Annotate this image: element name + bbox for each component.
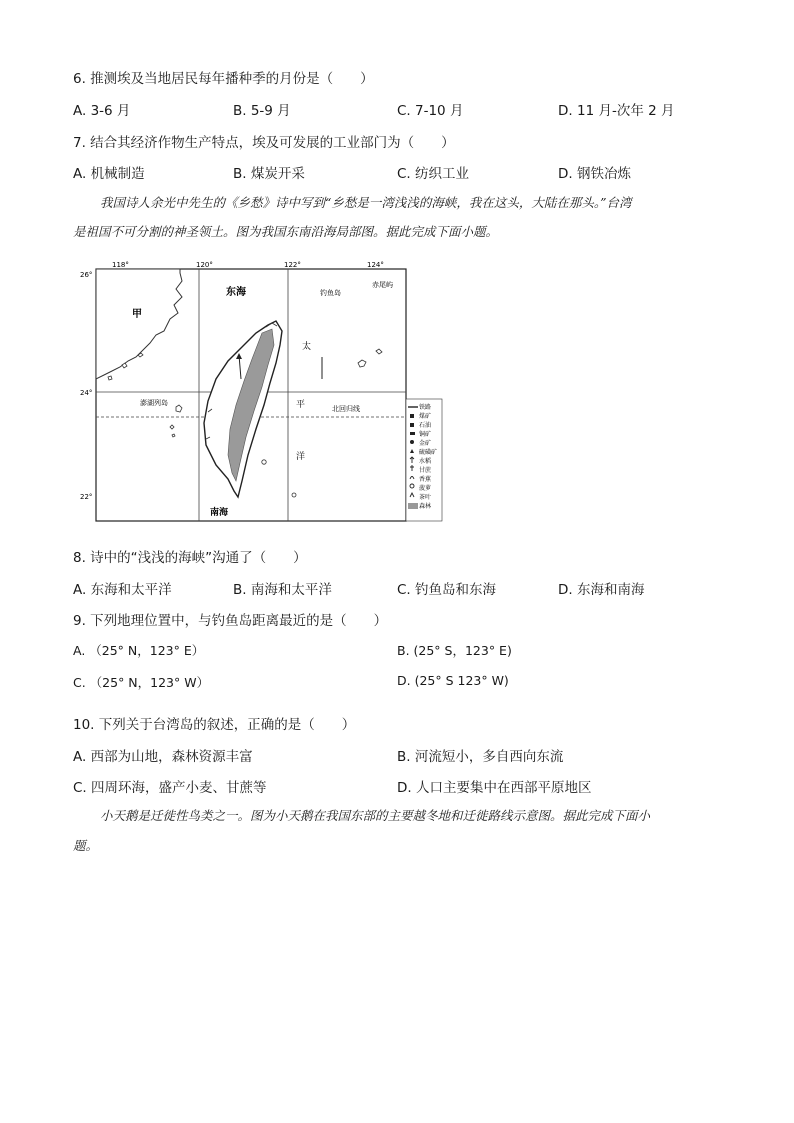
label-tropic: 北回归线 bbox=[332, 405, 360, 413]
passage-1-line-1: 我国诗人余光中先生的《乡愁》诗中写到“乡愁是一湾浅浅的海峡，我在这头，大陆在那头。”台湾 bbox=[100, 195, 632, 210]
legend-label: 铜矿 bbox=[419, 431, 432, 438]
lon-label-120: 120° bbox=[196, 261, 213, 269]
lon-label-122: 122° bbox=[284, 261, 301, 269]
q10-option-d[interactable]: D. 人口主要集中在西部平原地区 bbox=[397, 780, 592, 796]
q8-option-a[interactable]: A. 东海和太平洋 bbox=[73, 582, 172, 598]
legend-symbol-gold bbox=[410, 440, 414, 444]
map-legend bbox=[406, 399, 442, 521]
q9-option-b[interactable]: B. (25° S，123° E) bbox=[397, 643, 512, 658]
label-ping: 平 bbox=[296, 400, 306, 410]
legend-label: 水稻 bbox=[419, 458, 432, 465]
legend-label: 铁路 bbox=[419, 404, 432, 411]
legend-label: 菠萝 bbox=[419, 485, 432, 492]
q6-option-a[interactable]: A. 3-6 月 bbox=[73, 103, 131, 119]
lon-label-118: 118° bbox=[112, 261, 129, 269]
question-6-stem: 6. 推测埃及当地居民每年播种季的月份是（ ） bbox=[73, 71, 374, 87]
legend-label: 森林 bbox=[419, 503, 432, 510]
legend-symbol-copper bbox=[410, 432, 415, 435]
lat-label-24: 24° bbox=[80, 389, 93, 397]
q6-option-d[interactable]: D. 11 月-次年 2 月 bbox=[558, 103, 675, 119]
label-jia: 甲 bbox=[132, 309, 142, 320]
label-nanhai: 南海 bbox=[210, 508, 229, 518]
lat-label-26: 26° bbox=[80, 271, 93, 279]
q6-option-b[interactable]: B. 5-9 月 bbox=[233, 103, 291, 119]
lon-label-124: 124° bbox=[367, 261, 384, 269]
legend-symbol-coal bbox=[410, 414, 414, 418]
legend-label: 石油 bbox=[419, 422, 432, 429]
q7-option-c[interactable]: C. 纺织工业 bbox=[397, 166, 470, 182]
q9-option-a[interactable]: A. （25° N，123° E） bbox=[73, 643, 205, 658]
legend-label: 煤矿 bbox=[419, 413, 432, 420]
label-yang: 洋 bbox=[296, 452, 306, 462]
legend-symbol-forest bbox=[408, 503, 418, 509]
legend-label: 香蕉 bbox=[419, 476, 432, 483]
question-7-stem: 7. 结合其经济作物生产特点，埃及可发展的工业部门为（ ） bbox=[73, 135, 455, 151]
islet-south bbox=[292, 493, 296, 497]
legend-label: 甘蔗 bbox=[419, 467, 432, 474]
lanyu-island bbox=[262, 460, 266, 464]
taiwan-map bbox=[80, 259, 442, 525]
q10-option-c[interactable]: C. 四周环海，盛产小麦、甘蔗等 bbox=[73, 780, 267, 796]
question-9-stem: 9. 下列地理位置中，与钓鱼岛距离最近的是（ ） bbox=[73, 613, 388, 629]
q9-option-d[interactable]: D. (25° S 123° W) bbox=[397, 673, 509, 688]
label-donghai: 东海 bbox=[226, 287, 246, 298]
question-8-stem: 8. 诗中的“浅浅的海峡”沟通了（ ） bbox=[73, 550, 307, 566]
q6-option-c[interactable]: C. 7-10 月 bbox=[397, 103, 464, 119]
q9-option-c[interactable]: C. （25° N，123° W） bbox=[73, 675, 210, 690]
question-10-stem: 10. 下列关于台湾岛的叙述，正确的是（ ） bbox=[73, 717, 356, 733]
legend-label: 金矿 bbox=[419, 440, 432, 447]
q7-option-b[interactable]: B. 煤炭开采 bbox=[233, 166, 305, 182]
label-penghu: 澎湖列岛 bbox=[140, 399, 168, 407]
q10-option-b[interactable]: B. 河流短小，多自西向东流 bbox=[397, 749, 564, 765]
legend-label: 硫磺矿 bbox=[419, 449, 438, 456]
label-diaoyudao: 钓鱼岛 bbox=[320, 289, 341, 297]
passage-2-line-2: 题。 bbox=[73, 838, 99, 853]
q10-option-a[interactable]: A. 西部为山地，森林资源丰富 bbox=[73, 749, 253, 765]
q8-option-d[interactable]: D. 东海和南海 bbox=[558, 582, 645, 598]
q7-option-a[interactable]: A. 机械制造 bbox=[73, 166, 145, 182]
label-tai: 太 bbox=[302, 342, 312, 352]
passage-2-line-1: 小天鹅是迁徙性鸟类之一。图为小天鹅在我国东部的主要越冬地和迁徙路线示意图。据此完成下面小 bbox=[100, 808, 651, 823]
q7-option-d[interactable]: D. 钢铁冶炼 bbox=[558, 166, 631, 182]
legend-label: 茶叶 bbox=[419, 494, 432, 501]
lat-label-22: 22° bbox=[80, 493, 93, 501]
label-chiweiyu: 赤尾屿 bbox=[372, 281, 393, 289]
q8-option-b[interactable]: B. 南海和太平洋 bbox=[233, 582, 332, 598]
q8-option-c[interactable]: C. 钓鱼岛和东海 bbox=[397, 582, 497, 598]
passage-1-line-2: 是祖国不可分割的神圣领土。图为我国东南沿海局部图。据此完成下面小题。 bbox=[73, 224, 499, 239]
legend-symbol-oil bbox=[410, 423, 414, 427]
